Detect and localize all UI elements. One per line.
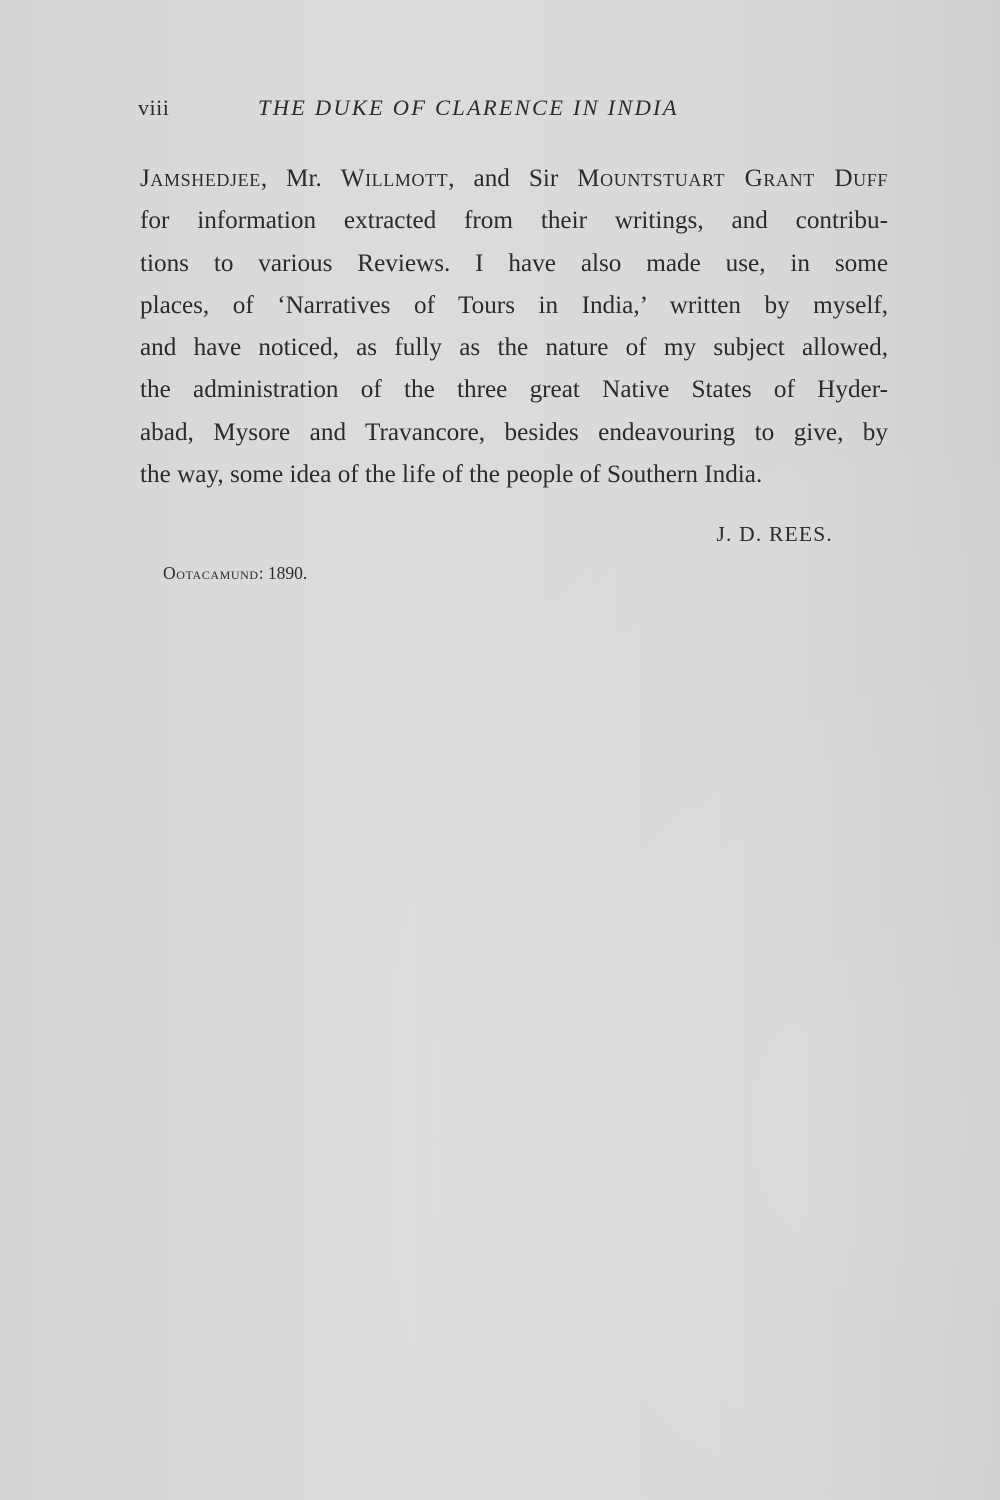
date-text: : 1890. <box>258 563 308 583</box>
text-line-3: tions to various Reviews. I have also made use, in some <box>140 249 888 277</box>
text-line-4: places, of ‘Narratives of Tours in India,’ written by myself, <box>140 291 888 319</box>
text-line-8: the way, some idea of the life of the people of Southern India. <box>140 461 763 489</box>
body-paragraph <box>140 158 888 496</box>
text-line-1 <box>140 158 888 200</box>
name-willmott: Willmott <box>340 165 449 192</box>
line1-separator-2: , and Sir <box>448 165 578 192</box>
text-line-7: abad, Mysore and Travancore, besides endeavouring to give, by <box>140 418 888 446</box>
running-title: THE DUKE OF CLARENCE IN INDIA <box>258 95 679 120</box>
page-number: viii <box>138 95 170 120</box>
place-date-line <box>163 563 307 584</box>
name-grant-duff: Mountstuart Grant Duff <box>577 165 888 192</box>
text-line-5: and have noticed, as fully as the nature of my subject allowed, <box>140 334 888 362</box>
text-line-6: the administration of the three great Native States of Hyder- <box>140 376 888 404</box>
text-line-2: for information extracted from their writings, and contribu- <box>140 207 888 235</box>
place-name: Ootacamund <box>163 563 259 583</box>
author-signature: J. D. REES. <box>716 522 833 546</box>
line1-separator-1: , Mr. <box>260 165 341 192</box>
page-header <box>138 95 758 131</box>
name-jamshedjee: Jamshedjee <box>140 165 261 192</box>
